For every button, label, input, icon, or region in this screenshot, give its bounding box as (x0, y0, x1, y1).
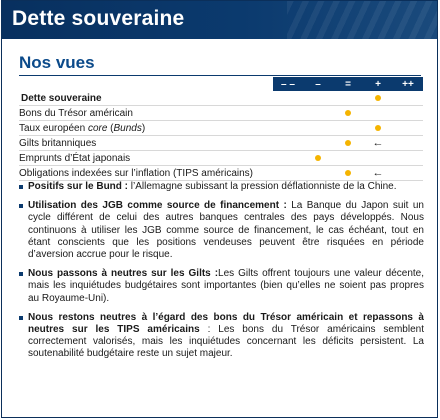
bullet-square-icon (19, 272, 23, 276)
section-divider (19, 75, 421, 76)
commentary-list (19, 181, 424, 368)
left-arrow-icon: ← (372, 166, 384, 179)
scale-strong-positive: ++ (393, 77, 423, 91)
table-row (19, 166, 423, 181)
scale-positive: + (363, 77, 393, 91)
header-decoration (287, 1, 437, 39)
section-title: Nos vues (19, 53, 95, 72)
view-dot (345, 110, 351, 116)
list-item: Nous passons à neutres sur les Gilts :Les Gilts offrent toujours une valeur décente, mais les inquiétudes budgétaires sont importantes (bien qu’elles ne soient pas propres au Royaume-Uni). (19, 268, 424, 305)
page-title: Dette souveraine (12, 7, 185, 30)
bullet-square-icon (19, 204, 23, 208)
table-row (19, 106, 423, 121)
views-table (19, 77, 423, 181)
scale-neutral: = (333, 77, 363, 91)
row-label: Taux européen core (Bunds) (19, 121, 273, 136)
view-dot (345, 170, 351, 176)
group-label: Dette souveraine (19, 91, 273, 106)
scale-header-spacer (19, 77, 273, 91)
scale-negative: – (303, 77, 333, 91)
group-row (19, 91, 423, 106)
table-row (19, 136, 423, 151)
scale-header-row (19, 77, 423, 91)
table-row (19, 121, 423, 136)
scale-strong-negative: – – (273, 77, 303, 91)
table-row (19, 151, 423, 166)
view-dot (345, 140, 351, 146)
list-item: Positifs sur le Bund : l’Allemagne subissant la pression déflationniste de la Chine. (19, 181, 424, 193)
view-dot (375, 95, 381, 101)
bullet-square-icon (19, 185, 23, 189)
row-label: Obligations indexées sur l’inflation (TIPS américains) (19, 166, 273, 181)
left-arrow-icon: ← (372, 136, 384, 149)
view-dot (375, 125, 381, 131)
row-label: Bons du Trésor américain (19, 106, 273, 121)
panel (1, 0, 438, 418)
list-item: Nous restons neutres à l’égard des bons du Trésor américain et repassons à neutres sur les TIPS américains : Les bons du Trésor américains semblent correctement valorisés, mais les inquiétudes concernant les déficits persistent. La soutenabilité budgétaire reste un sujet majeur. (19, 312, 424, 361)
list-item: Utilisation des JGB comme source de financement : La Banque du Japon suit un cycle différent de celui des autres banques centrales des pays développés. Nous continuons à utiliser les JGB comme source de financement, le cas échéant, tout en étant conscients que les positions vendeuses peuvent être risquées en période d’aversion accrue pour le risque. (19, 200, 424, 261)
bullet-square-icon (19, 316, 23, 320)
header-bar (2, 1, 437, 39)
row-label: Emprunts d’État japonais (19, 151, 273, 166)
row-label: Gilts britanniques (19, 136, 273, 151)
view-dot (315, 155, 321, 161)
